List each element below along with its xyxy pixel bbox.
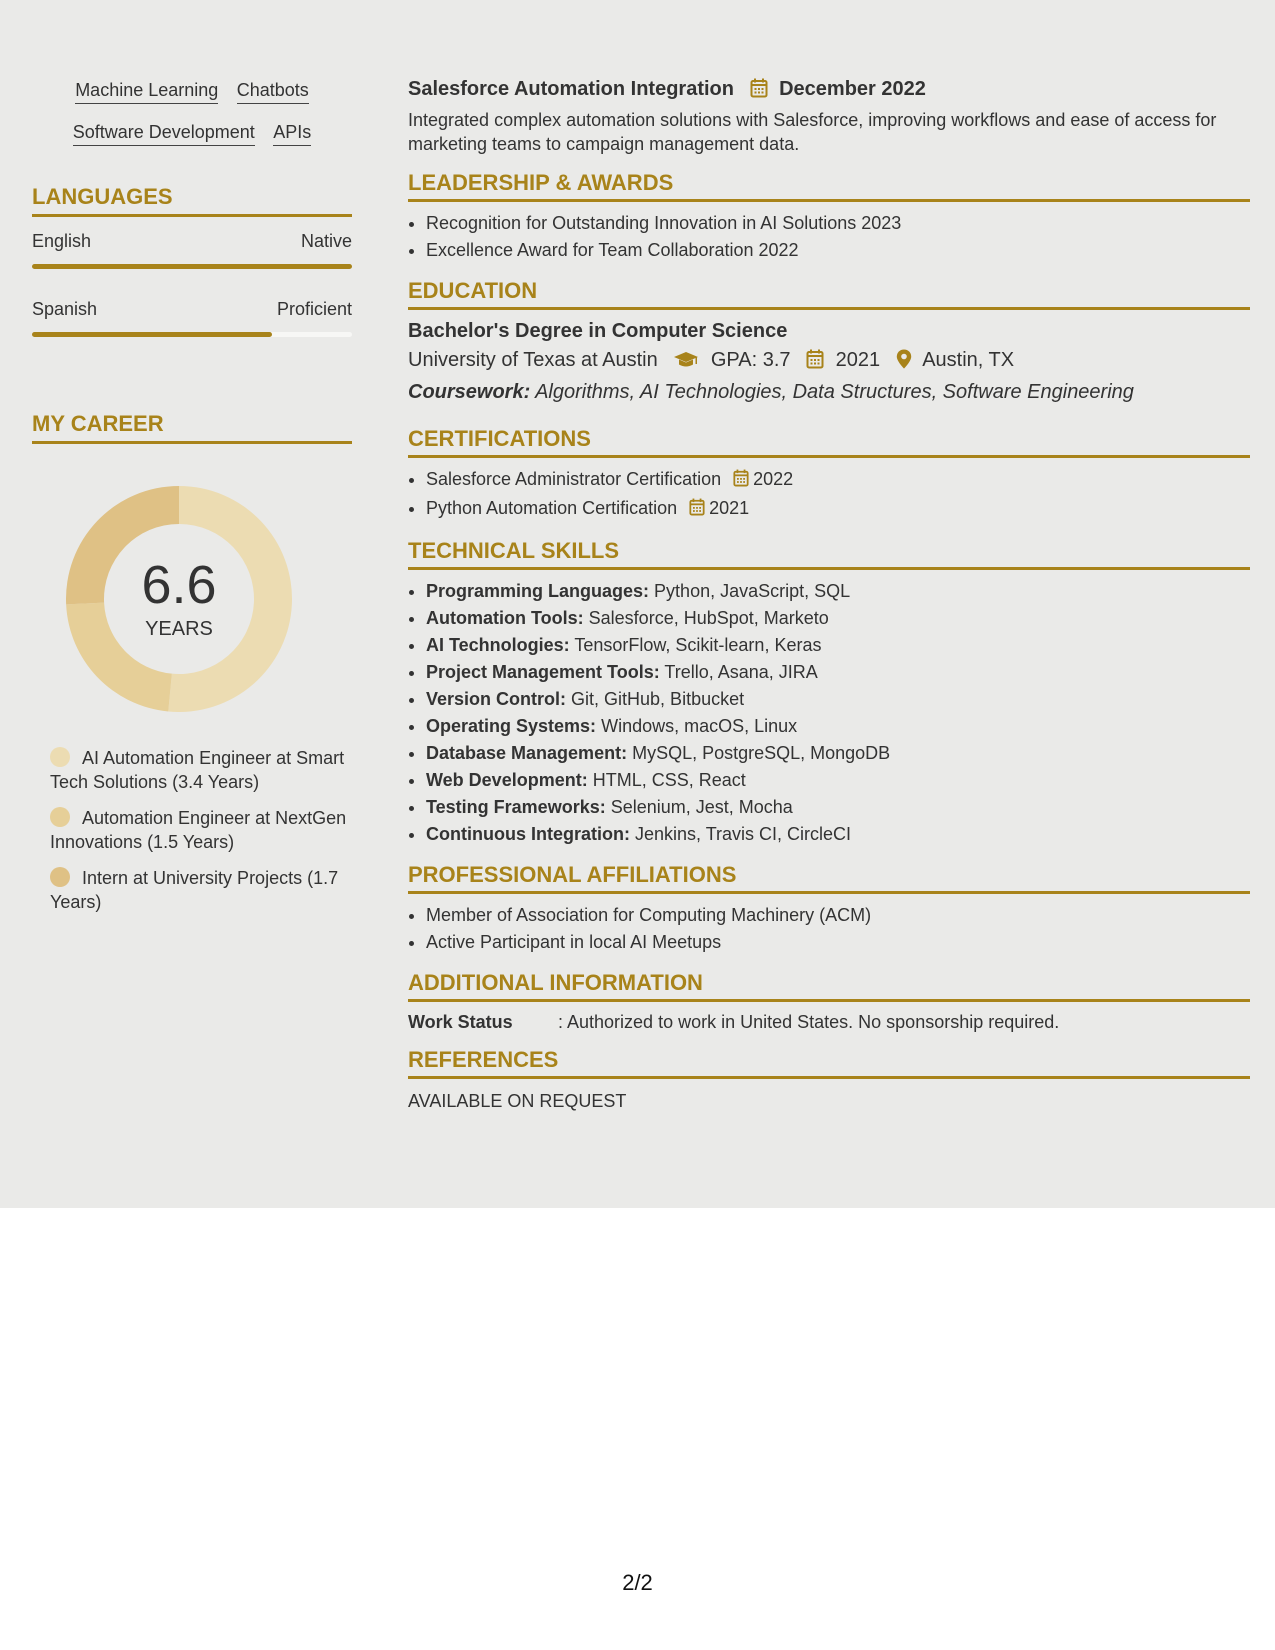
career-legend-label: Automation Engineer at NextGen Innovations (1.5 Years) [50,808,347,852]
calendar-icon [806,349,824,375]
affiliations-heading: PROFESSIONAL AFFILIATIONS [408,862,1250,894]
skill-value: TensorFlow, Scikit-learn, Keras [574,635,822,655]
skill-value: Selenium, Jest, Mocha [610,797,793,817]
education-heading: EDUCATION [408,278,1250,310]
calendar-icon [733,468,749,495]
work-status-label: Work Status [408,1012,513,1032]
leadership-list [408,210,1250,264]
career-legend-label: Intern at University Projects (1.7 Years) [50,868,339,912]
certifications-heading: CERTIFICATIONS [408,426,1250,458]
calendar-icon [689,497,705,524]
skill-item [426,767,1250,794]
project-title: Salesforce Automation Integration [408,78,734,100]
language-item [32,299,352,337]
work-status-row [408,1012,1250,1033]
skill-label: Project Management Tools: [426,662,660,682]
tag-chatbots: Chatbots [237,80,309,104]
language-name: Spanish [32,299,98,319]
skill-label: Version Control: [426,689,567,709]
language-bar [32,332,352,337]
certification-name: Python Automation Certification [426,498,678,518]
references-text: AVAILABLE ON REQUEST [408,1091,627,1111]
skill-label: Automation Tools: [426,608,584,628]
technical-skills-heading: TECHNICAL SKILLS [408,538,1250,570]
skill-label: Programming Languages: [426,581,650,601]
education-gpa: GPA: 3.7 [710,349,791,371]
language-bar [32,264,352,269]
list-item: • Member of Association for Computing Machinery (ACM) [426,902,1250,929]
tag-apis: APIs [273,122,311,146]
project-date: December 2022 [779,78,926,100]
education-details [408,349,1250,375]
career-legend-item [50,806,352,854]
skill-item [426,713,1250,740]
skill-value: Git, GitHub, Bitbucket [571,689,745,709]
skill-value: HTML, CSS, React [592,770,746,790]
map-pin-icon [896,349,912,375]
career-legend-item [50,866,352,914]
leadership-heading: LEADERSHIP & AWARDS [408,170,1250,202]
project-description: Integrated complex automation solutions with Salesforce, improving workflows and ease of access for marketing teams to campaign management data. [408,110,1217,154]
career-legend-label: AI Automation Engineer at Smart Tech Solutions (3.4 Years) [50,748,345,792]
tag-row [32,80,352,104]
page-number: 2/2 [622,1570,653,1595]
skill-item [426,578,1250,605]
career-heading: MY CAREER [32,411,352,444]
skill-label: Database Management: [426,743,628,763]
skill-label: Web Development: [426,770,588,790]
certification-item [426,466,1250,495]
skill-label: Continuous Integration: [426,824,630,844]
legend-dot [50,807,70,827]
coursework-label: Coursework: [408,381,531,403]
legend-dot [50,747,70,767]
tag-software-development: Software Development [73,122,255,146]
skill-label: Testing Frameworks: [426,797,606,817]
language-level: Proficient [276,299,352,319]
skill-value: Salesforce, HubSpot, Marketo [588,608,829,628]
technical-skills-list [408,578,1250,848]
right-column [408,78,1250,1112]
skill-tags [32,80,352,146]
affiliations-list [408,902,1250,956]
skill-value: Jenkins, Travis CI, CircleCI [634,824,852,844]
education-school: University of Texas at Austin [408,349,658,371]
languages-heading: LANGUAGES [32,184,352,217]
work-status-value: : Authorized to work in United States. No sponsorship required. [558,1012,1060,1032]
language-level: Native [300,231,352,251]
skill-item [426,605,1250,632]
certification-name: Salesforce Administrator Certification [426,469,722,489]
coursework-value: Algorithms, AI Technologies, Data Structures, Software Engineering [535,381,1134,403]
list-item: • Excellence Award for Team Collaboration 2022 [426,237,1250,264]
graduation-cap-icon [673,351,699,375]
certification-year: 2021 [709,498,750,518]
legend-dot [50,867,70,887]
education-location: Austin, TX [922,349,1015,371]
skill-label: AI Technologies: [426,635,570,655]
tag-row [32,122,352,146]
career-total-unit: YEARS [145,618,213,640]
education-degree: Bachelor's Degree in Computer Science [408,320,788,342]
skill-value: MySQL, PostgreSQL, MongoDB [632,743,891,763]
skill-value: Trello, Asana, JIRA [664,662,818,682]
additional-info-heading: ADDITIONAL INFORMATION [408,970,1250,1002]
references-heading: REFERENCES [408,1047,1250,1079]
project-header [408,78,1250,104]
certifications-list [408,466,1250,524]
career-legend-item [50,746,352,794]
skill-item [426,794,1250,821]
skill-item [426,632,1250,659]
left-column [32,80,352,926]
tag-machine-learning: Machine Learning [75,80,218,104]
education-year: 2021 [835,349,881,371]
skill-item [426,659,1250,686]
skill-label: Operating Systems: [426,716,597,736]
career-legend [50,746,352,914]
language-bar-fill [32,264,352,269]
calendar-icon [750,78,768,104]
education-coursework [408,381,1250,404]
language-item [32,231,352,269]
list-item: • Recognition for Outstanding Innovation in AI Solutions 2023 [426,210,1250,237]
career-donut-chart [66,486,292,712]
skill-value: Python, JavaScript, SQL [654,581,851,601]
career-total-number: 6.6 [141,555,217,615]
list-item: • Active Participant in local AI Meetups [426,929,1250,956]
skill-item [426,686,1250,713]
language-name: English [32,231,92,251]
skill-item [426,821,1250,848]
skill-item [426,740,1250,767]
career-total [66,486,292,712]
certification-item [426,495,1250,524]
skill-value: Windows, macOS, Linux [601,716,798,736]
certification-year: 2022 [753,469,794,489]
language-bar-fill [32,332,272,337]
